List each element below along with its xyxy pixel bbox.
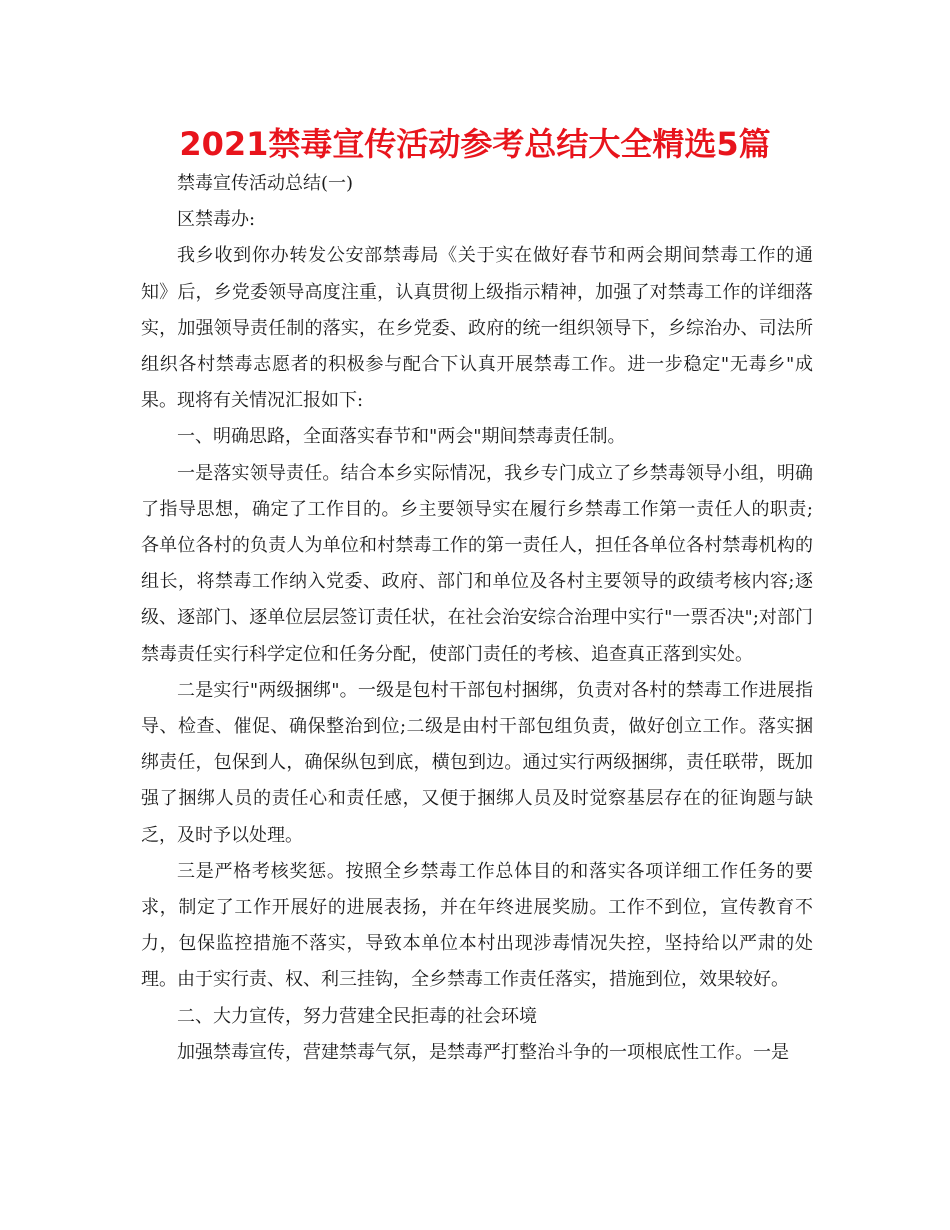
paragraph: 加强禁毒宣传，营建禁毒气氛，是禁毒严打整治斗争的一项根底性工作。一是 — [177, 1041, 789, 1063]
section-heading: 禁毒宣传活动总结(一) — [177, 173, 354, 194]
document-body — [141, 166, 813, 1071]
paragraph: 二是实行"两级捆绑"。一级是包村干部包村捆绑，负责对各村的禁毒工作进展指导、检查、催促、确保整治到位;二级是由村干部包组负责，做好创立工作。落实捆绑责任，包保到人，确保纵包到底，横包到边。通过实行两级捆绑，责任联带，既加强了捆绑人员的责任心和责任感，又便于捆绑人员及时觉察基层存在的征询题与缺乏，及时予以处理。 — [141, 679, 813, 846]
paragraph: 二、大力宣传，努力营建全民拒毒的社会环境 — [177, 1005, 537, 1027]
paragraph: 一、明确思路，全面落实春节和"两会"期间禁毒责任制。 — [177, 426, 626, 448]
paragraph: 一是落实领导责任。结合本乡实际情况，我乡专门成立了乡禁毒领导小组，明确了指导思想，确定了工作目的。乡主要领导实在履行乡禁毒工作第一责任人的职责;各单位各村的负责人为单位和村禁毒工作的第一责任人，担任各单位各村禁毒机构的组长，将禁毒工作纳入党委、政府、部门和单位及各村主要领导的政绩考核内容;逐级、逐部门、逐单位层层签订责任状，在社会治安综合治理中实行"一票否决";对部门禁毒责任实行科学定位和任务分配，使部门责任的考核、追查真正落到实处。 — [141, 462, 813, 665]
document-title: 2021禁毒宣传活动参考总结大全精选5篇 — [179, 125, 771, 163]
paragraph: 我乡收到你办转发公安部禁毒局《关于实在做好春节和两会期间禁毒工作的通知》后，乡党委领导高度注重，认真贯彻上级指示精神，加强了对禁毒工作的详细落实，加强领导责任制的落实，在乡党委、政府的统一组织领导下，乡综治办、司法所组织各村禁毒志愿者的积极参与配合下认真开展禁毒工作。进一步稳定"无毒乡"成果。现将有关情况汇报如下: — [141, 245, 813, 412]
addressee: 区禁毒办: — [177, 209, 256, 231]
paragraph: 三是严格考核奖惩。按照全乡禁毒工作总体目的和落实各项详细工作任务的要求，制定了工作开展好的进展表扬，并在年终进展奖励。工作不到位，宣传教育不力，包保监控措施不落实，导致本单位本村出现涉毒情况失控，坚持给以严肃的处理。由于实行责、权、利三挂钩，全乡禁毒工作责任落实，措施到位，效果较好。 — [141, 860, 813, 991]
